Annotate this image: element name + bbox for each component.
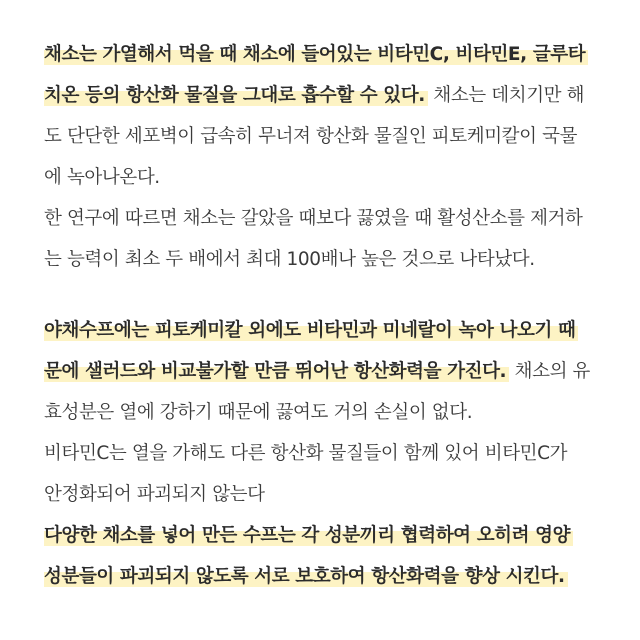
body-text: 효성분은 열에 강하기 때문에 끓여도 거의 손실이 없다. bbox=[44, 402, 473, 423]
highlighted-text: 성분들이 파괴되지 않도록 서로 보호하여 항산화력을 향상 시킨다. bbox=[44, 566, 568, 587]
body-text: 안정화되어 파괴되지 않는다 bbox=[44, 484, 265, 505]
text-line bbox=[44, 351, 610, 392]
paragraph-cooked-vegetables bbox=[44, 34, 610, 280]
highlighted-text: 채소는 가열해서 먹을 때 채소에 들어있는 비타민C, 비타민E, 글루타 bbox=[44, 44, 588, 65]
highlighted-text: 문에 샐러드와 비교불가할 만큼 뛰어난 항산화력을 가진다. bbox=[44, 361, 509, 382]
text-line bbox=[44, 515, 610, 556]
text-line bbox=[44, 34, 610, 75]
body-text: 채소는 데치기만 해 bbox=[427, 85, 585, 106]
text-line bbox=[44, 556, 610, 597]
body-text: 에 녹아나온다. bbox=[44, 167, 160, 188]
highlighted-text: 야채수프에는 피토케미칼 외에도 비타민과 미네랄이 녹아 나오기 때 bbox=[44, 320, 578, 341]
highlighted-text: 치온 등의 항산화 물질을 그대로 흡수할 수 있다. bbox=[44, 85, 428, 106]
body-text: 는 능력이 최소 두 배에서 최대 100배나 높은 것으로 나타났다. bbox=[44, 249, 535, 270]
body-text: 비타민C는 열을 가해도 다른 항산화 물질들이 함께 있어 비타민C가 bbox=[44, 443, 568, 464]
body-text: 채소의 유 bbox=[509, 361, 591, 382]
paragraph-spacer bbox=[44, 280, 610, 310]
text-line bbox=[44, 310, 610, 351]
text-line bbox=[44, 75, 610, 116]
highlighted-text: 다양한 채소를 넣어 만든 수프는 각 성분끼리 협력하여 오히려 영양 bbox=[44, 525, 573, 546]
paragraph-vegetable-soup bbox=[44, 310, 610, 597]
body-text: 도 단단한 세포벽이 급속히 무너져 항산화 물질인 피토케미칼이 국물 bbox=[44, 126, 578, 147]
body-text: 한 연구에 따르면 채소는 갈았을 때보다 끓였을 때 활성산소를 제거하 bbox=[44, 208, 583, 229]
